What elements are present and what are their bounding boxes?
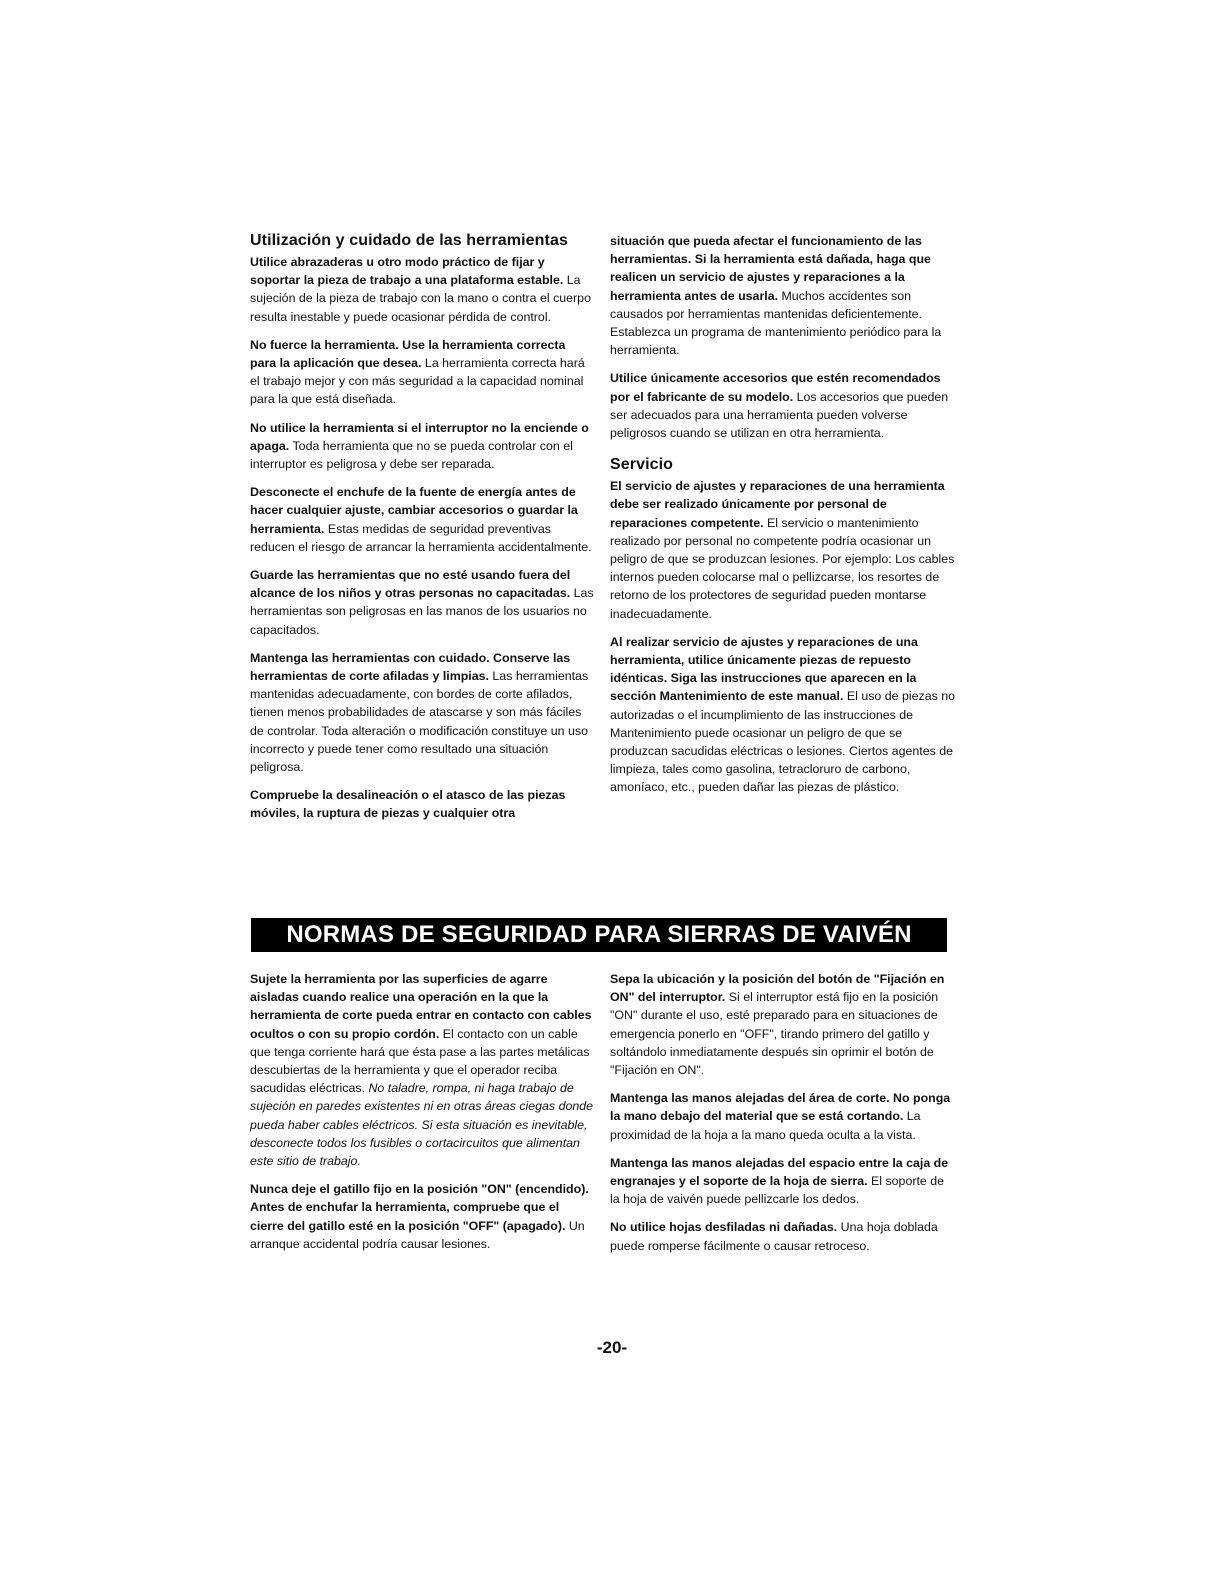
section-banner: NORMAS DE SEGURIDAD PARA SIERRAS DE VAIVÉN (251, 918, 947, 952)
paragraph-bold: situación que pueda afectar el funcionamiento de las herramientas. Si la herramienta está dañada, haga que realicen un servicio de ajustes y reparaciones a la herramienta antes de usarla. (610, 234, 931, 303)
paragraph-text: El contacto con un cable que tenga corriente hará que ésta pase a las partes metálicas descubiertas de la herramienta y que el operador reciba sacudidas eléctricas. (250, 1026, 590, 1096)
paragraph-text: El servicio o mantenimiento realizado por personal no competente podría ocasionar un peligro de que se produzcan lesiones. Por ejemplo: Los cables internos pueden colocarse mal o pellizcarse, los resortes de retorno de los protectores de seguridad pueden montarse inadecuadamente. (610, 515, 955, 621)
paragraph (250, 253, 595, 326)
paragraph-text: La herramienta correcta hará el trabajo mejor y con más seguridad a la capacidad nominal para la que está diseñada. (250, 356, 585, 407)
page-number: -20- (596, 1338, 628, 1357)
paragraph-bold: Nunca deje el gatillo fijo en la posición "ON" (encendido). Antes de enchufar la herramienta, compruebe que el cierre del gatillo esté en la posición "OFF" (apagado). (250, 1182, 589, 1233)
paragraph-text: Los accesorios que pueden ser adecuados para una herramienta pueden volverse peligrosos cuando se utilizan en otra herramienta. (610, 389, 949, 441)
left-bottom-column (250, 970, 595, 1263)
paragraph-bold: Desconecte el enchufe de la fuente de energía antes de hacer cualquier ajuste, cambiar accesorios o guardar la herramienta. (250, 485, 578, 536)
paragraph-text: Las herramientas son peligrosas en las manos de los usuarios no capacitados. (250, 586, 594, 637)
paragraph (250, 649, 595, 776)
paragraph-text: La sujeción de la pieza de trabajo con la mano o contra el cuerpo resulta inestable y puede ocasionar pérdida de control. (250, 273, 591, 324)
paragraph-italic: No taladre, rompa, ni haga trabajo de sujeción en paredes existentes ni en otras áreas ciegas donde pueda haber cables eléctricos. Si esta situación es inevitable, desconecte todos los fusibles o cortacircuitos que alimentan este sitio de trabajo. (250, 1081, 594, 1169)
paragraph-bold: Utilice únicamente accesorios que estén recomendados por el fabricante de su modelo. (610, 371, 941, 404)
paragraph-text: El uso de piezas no autorizadas o el incumplimiento de las instrucciones de Mantenimiento puede ocasionar un peligro de que se produzcan sacudidas eléctricas o lesiones. Ciertos agentes de limpieza, tales como gasolina, tetracloruro de carbono, amoníaco, etc., pueden dañar las piezas de plástico. (610, 689, 956, 795)
paragraph (250, 566, 595, 639)
paragraph-text: Muchos accidentes son causados por herramientas mantenidas deficientemente. Establezca un programa de mantenimiento periódico para la herramienta. (610, 288, 942, 358)
left-top-column (250, 232, 595, 833)
paragraph-text: Una hoja doblada puede romperse fácilmente o causar retroceso. (610, 1220, 938, 1253)
paragraph-bold: Guarde las herramientas que no esté usando fuera del alcance de los niños y otras personas no capacitadas. (250, 568, 571, 601)
paragraph (250, 786, 595, 822)
paragraph (250, 483, 595, 556)
paragraph (610, 1089, 955, 1144)
paragraph-text: El soporte de la hoja de vaivén puede pellizcarle los dedos. (610, 1174, 945, 1207)
paragraph (610, 633, 955, 797)
paragraph-text: Toda herramienta que no se pueda controlar con el interruptor es peligrosa y debe ser reparada. (250, 438, 573, 472)
paragraph-bold: Sepa la ubicación y la posición del botón de "Fijación en ON" del interruptor. (610, 972, 945, 1005)
paragraph (610, 232, 955, 359)
paragraph-bold: No utilice la herramienta si el interruptor no la enciende o apaga. (250, 420, 589, 453)
paragraph-bold: El servicio de ajustes y reparaciones de una herramienta debe ser realizado únicamente por personal de reparaciones competente. (610, 479, 945, 530)
paragraph-text: Un arranque accidental podría causar lesiones. (250, 1218, 585, 1251)
paragraph (610, 970, 955, 1079)
paragraph-bold: Al realizar servicio de ajustes y reparaciones de una herramienta, utilice únicamente piezas de repuesto idénticas. Siga las instrucciones que aparecen en la sección Mantenimiento de este manual. (610, 634, 918, 704)
paragraph (610, 477, 955, 623)
paragraph-bold: Compruebe la desalineación o el atasco de las piezas móviles, la ruptura de piezas y cualquier otra (250, 788, 566, 821)
right-top-column (610, 232, 955, 807)
section-heading-tool-use: Utilización y cuidado de las herramientas (250, 232, 568, 249)
section-heading-service: Servicio (610, 456, 674, 474)
paragraph-text: Si el interruptor está fijo en la posición "ON" durante el uso, esté preparado para en situaciones de emergencia ponerlo en "OFF", tirando primero del gatillo y soltándolo inmediatamente después sin oprimir el botón de "Fijación en ON". (610, 990, 939, 1078)
paragraph (250, 970, 595, 1170)
right-bottom-column (610, 970, 955, 1265)
paragraph-text: Las herramientas mantenidas adecuadamente, con bordes de corte afilados, tienen menos probabilidades de atascarse y son más fáciles de controlar. Toda alteración o modificación constituye un uso incorrecto y puede tener como resultado una situación peligrosa. (250, 669, 589, 775)
paragraph (250, 336, 595, 409)
paragraph-bold: No fuerce la herramienta. Use la herramienta correcta para la aplicación que desea. (250, 337, 566, 371)
paragraph (610, 1154, 955, 1209)
paragraph (610, 1218, 955, 1254)
paragraph (610, 369, 955, 442)
paragraph-text: Estas medidas de seguridad preventivas reducen el riesgo de arrancar la herramienta accidentalmente. (250, 521, 592, 554)
paragraph (250, 1180, 595, 1253)
paragraph-text: La proximidad de la hoja a la mano queda oculta a la vista. (610, 1109, 921, 1142)
paragraph-bold: Mantenga las herramientas con cuidado. Conserve las herramientas de corte afiladas y limpias. (250, 650, 571, 684)
paragraph-bold: Mantenga las manos alejadas del área de corte. No ponga la mano debajo del material que se está cortando. (610, 1091, 951, 1124)
paragraph-bold: Sujete la herramienta por las superficies de agarre aisladas cuando realice una operación en la que la herramienta de corte pueda entrar en contacto con cables ocultos o con su propio cordón. (250, 972, 592, 1041)
paragraph-bold: Utilice abrazaderas u otro modo práctico de fijar y soportar la pieza de trabajo a una plataforma estable. (250, 255, 564, 288)
paragraph-bold: No utilice hojas desfiladas ni dañadas. (610, 1220, 838, 1235)
paragraph (250, 419, 595, 474)
paragraph-bold: Mantenga las manos alejadas del espacio entre la caja de engranajes y el soporte de la hoja de sierra. (610, 1155, 949, 1189)
